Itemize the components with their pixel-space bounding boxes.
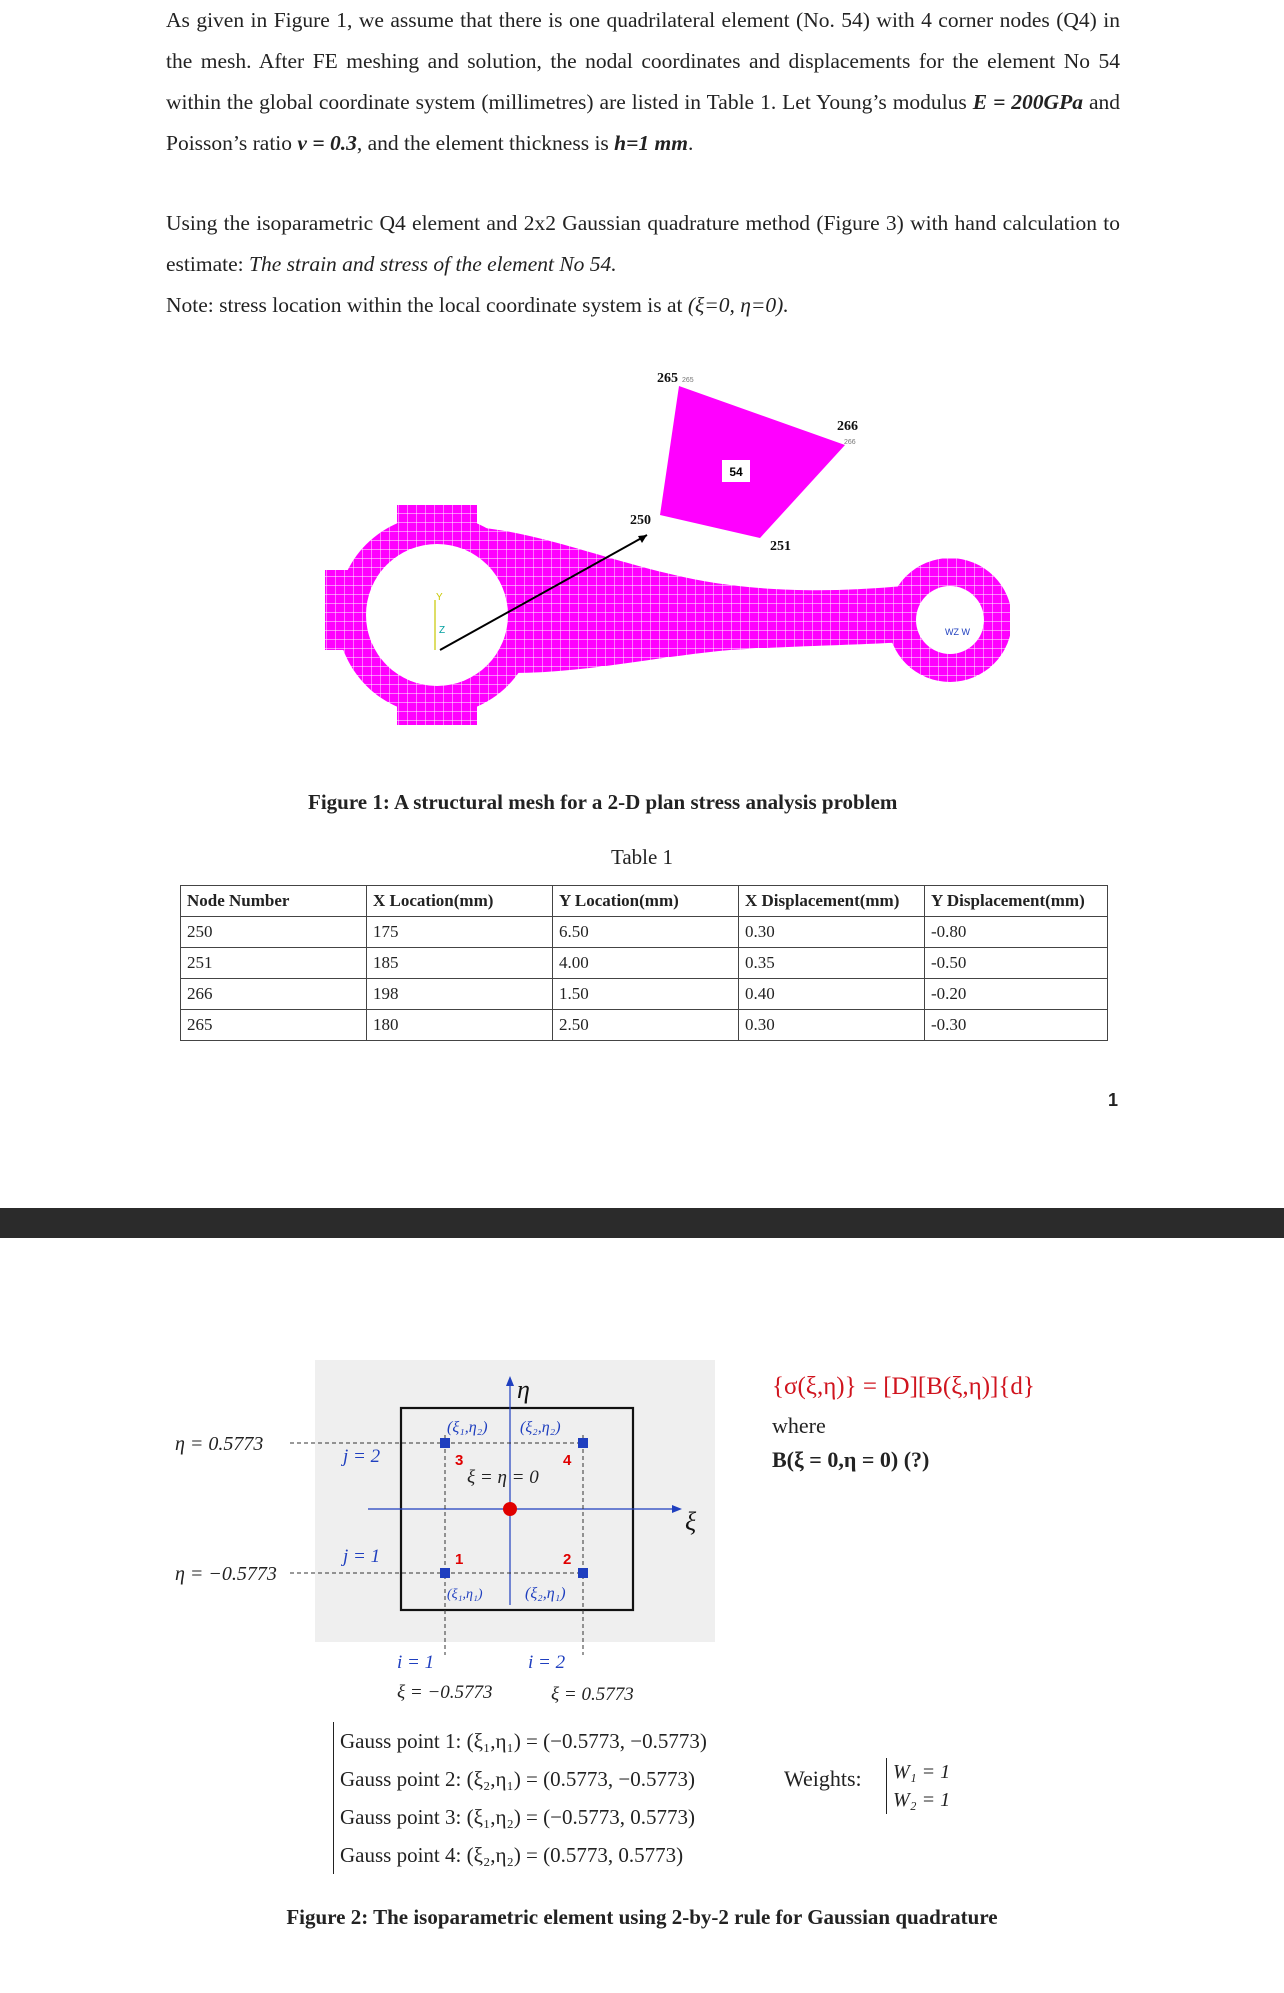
node-number: 2	[563, 1551, 572, 1568]
table-cell: 0.30	[739, 917, 925, 948]
table-cell: 251	[181, 948, 367, 979]
axis-y-label: Y	[436, 592, 443, 603]
gauss-point-2	[578, 1568, 588, 1578]
boundary-tag: WZ W	[945, 627, 970, 637]
table-cell: 266	[181, 979, 367, 1010]
i1-label: i = 1	[397, 1652, 435, 1673]
xi-negative-label: ξ = −0.5773	[397, 1682, 493, 1703]
gauss-diagram	[165, 1350, 725, 1720]
gauss-points-list	[333, 1722, 707, 1874]
node-table	[180, 885, 1108, 1041]
table-cell: 198	[367, 979, 553, 1010]
page-number: 1	[1108, 1090, 1119, 1110]
table-cell: 1.50	[553, 979, 739, 1010]
table-cell: -0.50	[925, 948, 1108, 979]
table-cell: 185	[367, 948, 553, 979]
center-label: ξ = η = 0	[467, 1467, 539, 1488]
figure-2-caption: Figure 2: The isoparametric element using 2-by-2 rule for Gaussian quadrature	[286, 1905, 998, 1929]
intro-paragraph: As given in Figure 1, we assume that there is one quadrilateral element (No. 54) with 4 corner nodes (Q4) in the mesh. After FE meshing and solution, the nodal coordinates and displacements for the element No 54 within the global coordinate system (millimetres) are listed in Table 1. Let Young’s modulus E = 200GPa and Poisson’s ratio v = 0.3, and the element thickness is h=1 mm.	[166, 8, 1120, 155]
table-row	[181, 1010, 1108, 1041]
table-header-row	[181, 886, 1108, 917]
table-cell: -0.30	[925, 1010, 1108, 1041]
col-header: X Displacement(mm)	[739, 886, 925, 917]
node-266-label: 266	[837, 419, 858, 434]
point-label: (ξ₂,η₂)	[520, 1419, 561, 1436]
col-header: X Location(mm)	[367, 886, 553, 917]
table-row	[181, 917, 1108, 948]
list-item: Gauss point 2: (ξ₂,η₁) = (0.5773, −0.5773)	[340, 1767, 695, 1791]
table-cell: 0.40	[739, 979, 925, 1010]
point-label: (ξ₁,η₁)	[447, 1587, 483, 1602]
j2-label: j = 2	[343, 1446, 381, 1467]
point-label: (ξ₂,η₁)	[525, 1585, 566, 1602]
node-251-label: 251	[770, 539, 791, 554]
gauss-point-3	[440, 1438, 450, 1448]
j1-label: j = 1	[343, 1546, 381, 1567]
col-header: Node Number	[181, 886, 367, 917]
table-row	[181, 979, 1108, 1010]
list-item: Gauss point 1: (ξ₁,η₁) = (−0.5773, −0.5773)	[340, 1729, 707, 1753]
eta-axis-label: η	[517, 1375, 530, 1404]
element-label: 54	[729, 465, 743, 479]
table-row	[181, 948, 1108, 979]
table-cell: 250	[181, 917, 367, 948]
node-number: 1	[455, 1551, 464, 1568]
gauss-point-4	[578, 1438, 588, 1448]
node-265-label: 265	[657, 371, 678, 386]
xi-axis-label: ξ	[685, 1507, 697, 1536]
table-cell: 265	[181, 1010, 367, 1041]
table-cell: -0.20	[925, 979, 1108, 1010]
figure-1-caption: Figure 1: A structural mesh for a 2-D plan stress analysis problem	[308, 790, 898, 814]
table-cell: 175	[367, 917, 553, 948]
point-label: (ξ₁,η₂)	[447, 1419, 488, 1436]
stress-equation: {σ(ξ,η)} = [D][B(ξ,η)]{d}	[772, 1373, 1035, 1400]
col-header: Y Location(mm)	[553, 886, 739, 917]
where-label: where	[772, 1413, 826, 1438]
node-266-small-label: 266	[844, 439, 856, 446]
table-cell: 2.50	[553, 1010, 739, 1041]
eta-positive-label: η = 0.5773	[175, 1433, 264, 1455]
list-item: Gauss point 3: (ξ₁,η₂) = (−0.5773, 0.5773)	[340, 1805, 695, 1829]
eta-negative-label: η = −0.5773	[175, 1563, 277, 1585]
i2-label: i = 2	[528, 1652, 566, 1673]
gauss-point-1	[440, 1568, 450, 1578]
weights-values	[886, 1758, 950, 1814]
mesh-figure	[290, 360, 1010, 790]
table-cell: 0.30	[739, 1010, 925, 1041]
note-paragraph: Note: stress location within the local coordinate system is at (ξ=0, η=0).	[166, 293, 789, 317]
table-cell: 4.00	[553, 948, 739, 979]
table-cell: -0.80	[925, 917, 1108, 948]
equation-block	[772, 1373, 1035, 1473]
weight-2: W₂ = 1	[893, 1789, 951, 1811]
list-item: Gauss point 4: (ξ₂,η₂) = (0.5773, 0.5773)	[340, 1843, 684, 1867]
table-title: Table 1	[610, 845, 674, 869]
element-54	[660, 386, 845, 538]
b-equation: B(ξ = 0,η = 0) (?)	[772, 1447, 930, 1472]
node-265-small-label: 265	[682, 377, 694, 384]
page-separator	[0, 1208, 1284, 1238]
table-cell: 0.35	[739, 948, 925, 979]
table-cell: 6.50	[553, 917, 739, 948]
center-point	[503, 1502, 517, 1516]
connecting-rod	[325, 505, 1010, 725]
node-number: 3	[455, 1452, 464, 1469]
node-number: 4	[563, 1452, 572, 1469]
col-header: Y Displacement(mm)	[925, 886, 1108, 917]
weight-1: W₁ = 1	[893, 1761, 951, 1783]
axis-z-label: Z	[439, 625, 446, 636]
node-250-label: 250	[630, 513, 651, 528]
task-paragraph: Using the isoparametric Q4 element and 2x2 Gaussian quadrature method (Figure 3) with hand calculation to estimate: The strain and stress of the element No 54.	[166, 211, 1120, 276]
xi-positive-label: ξ = 0.5773	[551, 1684, 634, 1705]
weights-label: Weights:	[784, 1766, 862, 1791]
table-cell: 180	[367, 1010, 553, 1041]
